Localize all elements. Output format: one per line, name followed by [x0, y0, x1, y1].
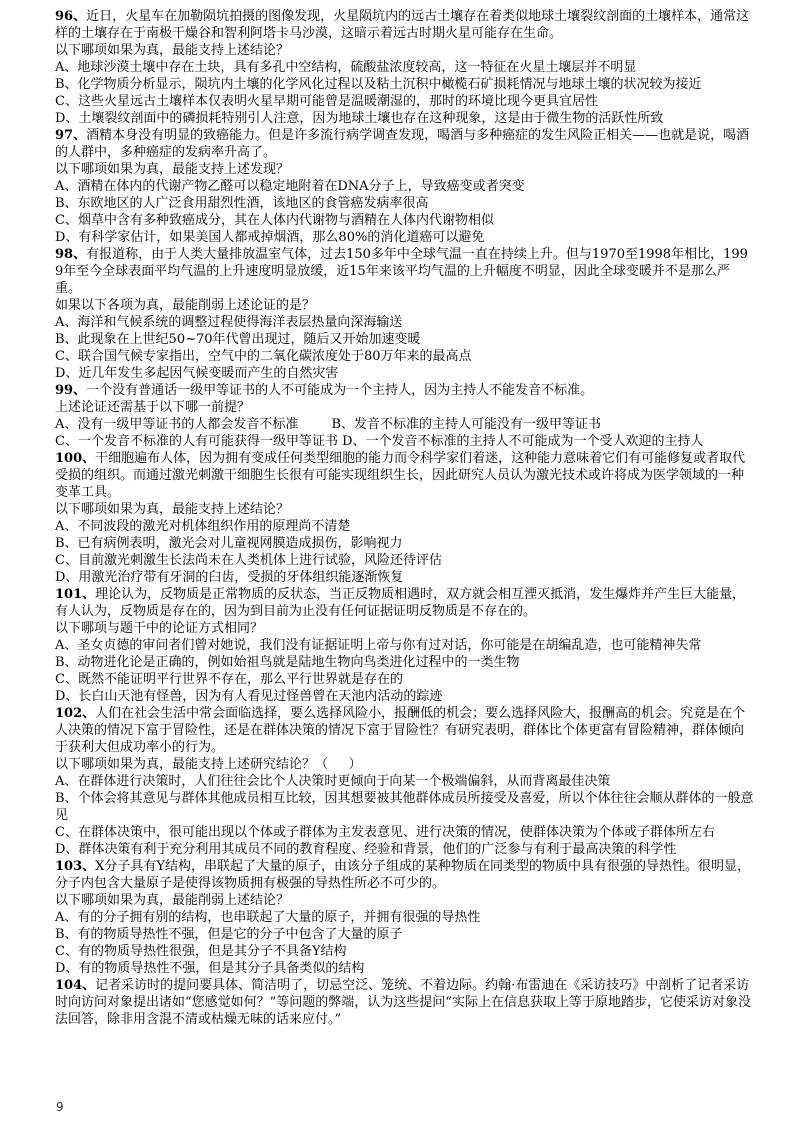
question-number: 98、	[55, 247, 87, 262]
answer-option: A、在群体进行决策时，人们往往会比个人决策时更倾向于向某一个极端偏斜，从而背离最佳决策	[55, 774, 611, 789]
question-stem	[55, 8, 755, 42]
answer-option: C、在群体决策中，很可能出现以个体或子群体为主发表意见、进行决策的情况，使群体决策为个体或子群体所左右	[55, 825, 715, 840]
answer-option: A、不同波段的激光对机体组织作用的原理尚不清楚	[55, 519, 351, 534]
answer-option: D、用激光治疗带有牙洞的臼齿，受损的牙体组织能逐渐恢复	[55, 570, 404, 585]
question-stem	[55, 450, 755, 501]
question-prompt: 上述论证还需基于以下哪一前提？	[55, 400, 251, 415]
answer-option: A、海洋和气候系统的调整过程使得海洋表层热量向深海输送	[55, 315, 403, 330]
question-stem	[55, 858, 755, 892]
answer-option: B、化学物质分析显示，陨坑内土壤的化学风化过程以及粘土沉积中橄榄石矿损耗情况与地球土壤的状况较为接近	[55, 77, 702, 92]
question-number: 103、	[55, 859, 96, 874]
question-text: 理论认为，反物质是正常物质的反状态，当正反物质相遇时，双方就会相互湮灭抵消，发生爆炸并产生巨大能量，有人认为，反物质是存在的，因为到目前为止没有任何证据证明反物质是不存在的。	[55, 587, 746, 619]
question-text: 记者采访时的提问要具体、简洁明了，切忌空泛、笼统、不着边际。约翰·布雷迪在《采访技巧》中剖析了记者采访时向访问对象提出诸如“您感觉如何？”等问题的弊端，认为这些提问“实际上在信息获取上等于原地踏步，它使采访对象没法回答，除非用含混不清或枯燥无味的话来应付。”	[55, 978, 751, 1027]
question-block	[55, 8, 755, 127]
question-block	[55, 450, 755, 586]
answer-option: D、近几年发生多起因气候变暖而产生的自然灾害	[55, 366, 339, 381]
answer-option: B、有的物质导热性不强，但是它的分子中包含了大量的原子	[55, 927, 403, 942]
page-number: 9	[56, 1100, 64, 1114]
answer-option: D、长白山天池有怪兽，因为有人看见过怪兽曾在天池内活动的踪迹	[55, 689, 443, 704]
answer-option: C、联合国气候专家指出，空气中的二氧化碳浓度处于80万年来的最高点	[55, 349, 472, 364]
answer-option: D、有科学家估计，如果美国人都戒掉烟酒，那么80%的消化道癌可以避免	[55, 230, 485, 245]
question-text: 酒精本身没有明显的致癌能力。但是许多流行病学调查发现，喝酒与多种癌症的发生风险正相关——也就是说，喝酒的人群中，多种癌症的发病率升高了。	[55, 128, 750, 160]
answer-option: B、个体会将其意见与群体其他成员相互比较，因其想要被其他群体成员所接受及喜爱，所以个体往往会顺从群体的一般意见	[55, 791, 754, 823]
answer-option: A、酒精在体内的代谢产物乙醛可以稳定地附着在DNA分子上，导致癌变或者突变	[55, 179, 525, 194]
answer-option: C、目前激光刺激生长法尚未在人类机体上进行试验，风险还待评估	[55, 553, 442, 568]
answer-option: B、动物进化论是正确的，例如始祖鸟就是陆地生物向鸟类进化过程中的一类生物	[55, 655, 520, 670]
answer-option: A、没有一级甲等证书的人都会发音不标准 B、发音不标准的主持人可能没有一级甲等证书	[55, 417, 602, 432]
question-stem	[55, 705, 755, 756]
question-number: 97、	[55, 128, 87, 143]
answer-option: C、既然不能证明平行世界不存在，那么平行世界就是存在的	[55, 672, 403, 687]
question-stem	[55, 977, 755, 1028]
question-number: 99、	[55, 383, 87, 398]
answer-option: D、土壤裂纹剖面中的磷损耗特别引人注意，因为地球土壤也存在这种现象，这是由于微生物的活跃性所致	[55, 111, 664, 126]
question-prompt: 以下哪项如果为真，最能支持上述研究结论？（ ）	[55, 757, 362, 772]
question-block	[55, 977, 755, 1028]
answer-option: C、这些火星远古土壤样本仅表明火星早期可能曾是温暖潮湿的，那时的环境比现今更具宜居性	[55, 94, 598, 109]
question-stem	[55, 127, 755, 161]
document-body	[55, 8, 755, 1028]
answer-option: D、有的物质导热性不强，但是其分子具备类似的结构	[55, 961, 365, 976]
question-number: 101、	[55, 587, 96, 602]
question-text: 有报道称，由于人类大量排放温室气体，过去150多年中全球气温一直在持续上升。但与1970至1998年相比，1999年至今全球表面平均气温的上升速度明显放缓，近15年来该平均气温的上升幅度不明显，因此全球变暖并不是那么严重。	[55, 247, 748, 296]
question-text: X分子具有Y结构，串联起了大量的原子，由该分子组成的某种物质在同类型的物质中具有很强的导热性。很明显，分子内包含大量原子是使得该物质拥有极强的导热性所必不可少的。	[55, 859, 750, 891]
question-block	[55, 246, 755, 382]
question-number: 100、	[55, 451, 96, 466]
question-block	[55, 858, 755, 977]
question-number: 102、	[55, 706, 96, 721]
question-prompt: 如果以下各项为真，最能削弱上述论证的是？	[55, 298, 316, 313]
question-block	[55, 705, 755, 858]
answer-option: A、圣女贞德的审问者们曾对她说，我们没有证据证明上帝与你有过对话，你可能是在胡编乱造，也可能精神失常	[55, 638, 702, 653]
answer-option: C、一个发音不标准的人有可能获得一级甲等证书 D、一个发音不标准的主持人不可能成为一个受人欢迎的主持人	[55, 434, 704, 449]
question-number: 96、	[55, 9, 87, 24]
answer-option: A、地球沙漠土壤中存在土块，具有多孔中空结构，硫酸盐浓度较高，这一特征在火星土壤层并不明显	[55, 60, 637, 75]
question-stem	[55, 586, 755, 620]
question-stem	[55, 382, 755, 399]
question-text: 干细胞遍布人体，因为拥有变成任何类型细胞的能力而令科学家们着迷，这种能力意味着它们有可能修复或者取代受损的组织。而通过激光刺激干细胞生长很有可能实现组织生长，因此研究人员认为激光技术或许将成为医学领域的一种变革工具。	[55, 451, 746, 500]
answer-option: A、有的分子拥有别的结构，也串联起了大量的原子，并拥有很强的导热性	[55, 910, 481, 925]
answer-option: C、有的物质导热性很强，但是其分子不具备Y结构	[55, 944, 347, 959]
question-number: 104、	[55, 978, 96, 993]
answer-option: B、此现象在上世纪50~70年代曾出现过，随后又开始加速变暖	[55, 332, 421, 347]
question-text: 近日，火星车在加勒陨坑拍摄的图像发现，火星陨坑内的远古土壤存在着类似地球土壤裂纹剖面的土壤样本，通常这样的土壤存在于南极干燥谷和智利阿塔卡马沙漠，这暗示着远古时期火星可能存在生命。	[55, 9, 750, 41]
answer-option: B、东欧地区的人广泛食用甜烈性酒，该地区的食管癌发病率很高	[55, 196, 429, 211]
question-prompt: 以下哪项如果为真，最能支持上述发现？	[55, 162, 290, 177]
question-text: 一个没有普通话一级甲等证书的人不可能成为一个主持人，因为主持人不能发音不标准。	[86, 383, 594, 398]
question-prompt: 以下哪项如果为真，最能支持上述结论？	[55, 43, 290, 58]
question-block	[55, 127, 755, 246]
question-text: 人们在社会生活中常会面临选择，要么选择风险小，报酬低的机会；要么选择风险大，报酬高的机会。究竟是在个人决策的情况下富于冒险性，还是在群体决策的情况下富于冒险性？有研究表明，群体比个体更富有冒险精神，群体倾向于获利大但成功率小的行为。	[55, 706, 746, 755]
answer-option: B、已有病例表明，激光会对儿童视网膜造成损伤，影响视力	[55, 536, 403, 551]
answer-option: C、烟草中含有多种致癌成分，其在人体内代谢物与酒精在人体内代谢物相似	[55, 213, 494, 228]
question-stem	[55, 246, 755, 297]
question-block	[55, 586, 755, 705]
question-prompt: 以下哪项如果为真，最能支持上述结论？	[55, 502, 290, 517]
question-prompt: 以下哪项与题干中的论证方式相同？	[55, 621, 264, 636]
answer-option: D、群体决策有利于充分利用其成员不同的教育程度、经验和背景，他们的广泛参与有利于最高决策的科学性	[55, 842, 677, 857]
question-prompt: 以下哪项如果为真，最能削弱上述结论？	[55, 893, 290, 908]
question-block	[55, 382, 755, 450]
